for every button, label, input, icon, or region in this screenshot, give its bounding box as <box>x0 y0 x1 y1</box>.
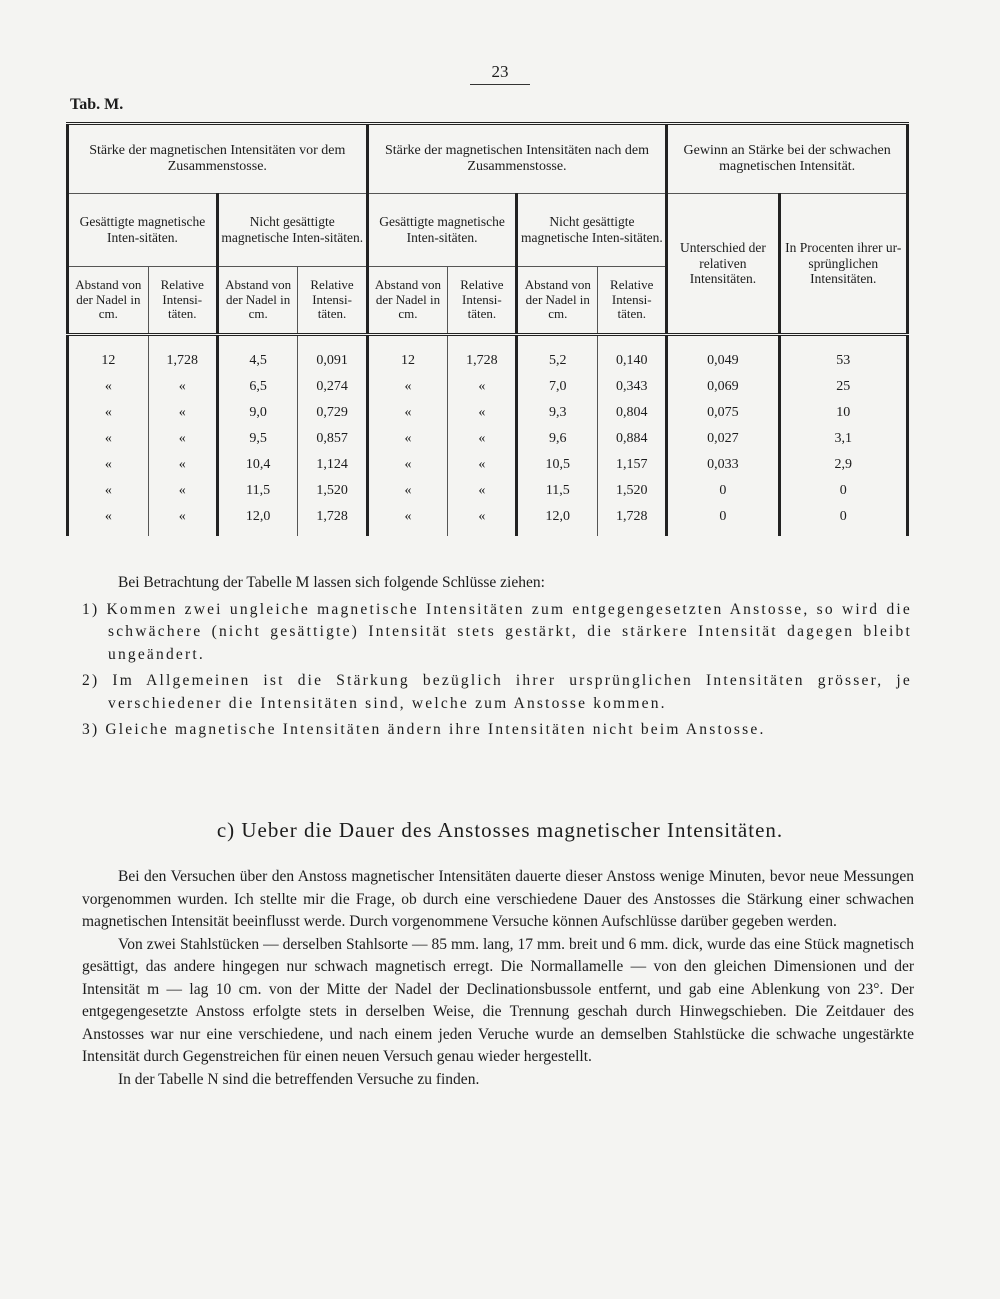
table-row <box>68 478 908 504</box>
table-cell: « <box>448 426 517 452</box>
header-after-unsaturated: Nicht gesättigte magnetische Inten-sitäten. <box>517 194 667 267</box>
table-cell: 0,049 <box>667 335 779 375</box>
table-cell: 0,804 <box>598 400 667 426</box>
table-cell: 7,0 <box>517 374 598 400</box>
table-cell: « <box>367 426 448 452</box>
col-relative: Relative Intensi-täten. <box>598 267 667 335</box>
table-cell: 1,728 <box>598 504 667 536</box>
paragraph: In der Tabelle N sind die betreffenden Versuche zu finden. <box>118 1070 480 1088</box>
header-gain: Gewinn an Stärke bei der schwachen magnetischen Intensität. <box>667 124 908 194</box>
table-cell: 0,069 <box>667 374 779 400</box>
table-cell: 1,157 <box>598 452 667 478</box>
table-cell: 0,274 <box>298 374 367 400</box>
table-row <box>68 374 908 400</box>
table-cell: 9,5 <box>217 426 298 452</box>
table-cell: 12 <box>68 335 149 375</box>
table-cell: 0,027 <box>667 426 779 452</box>
table-cell: « <box>367 504 448 536</box>
conclusion-item: 1) Kommen zwei ungleiche magnetische Intensitäten zum entgegengesetzten Anstosse, so wird die schwächere (nicht gesättigte) Intensität stets gestärkt, die stärkere Intensität dagegen bleibt ungeändert. <box>82 600 912 663</box>
table-cell: « <box>68 452 149 478</box>
table-cell: 10,4 <box>217 452 298 478</box>
table-cell: 9,0 <box>217 400 298 426</box>
data-table <box>66 122 909 536</box>
conclusion-item: 3) Gleiche magnetische Intensitäten ändern ihre Intensitäten nicht beim Anstosse. <box>82 721 766 738</box>
conclusions <box>82 572 912 742</box>
table-cell: « <box>68 478 149 504</box>
header-before-unsaturated: Nicht gesättigte magnetische Inten-sitäten. <box>217 194 367 267</box>
table-cell: « <box>448 452 517 478</box>
table-cell: 0 <box>779 504 907 536</box>
col-distance: Abstand von der Nadel in cm. <box>68 267 149 335</box>
table-cell: 25 <box>779 374 907 400</box>
col-distance: Abstand von der Nadel in cm. <box>517 267 598 335</box>
col-distance: Abstand von der Nadel in cm. <box>367 267 448 335</box>
table-cell: 1,728 <box>148 335 217 375</box>
table-label: Tab. M. <box>70 96 124 113</box>
table-cell: « <box>448 374 517 400</box>
group-header-row <box>68 124 908 194</box>
table-cell: « <box>367 452 448 478</box>
table-body <box>68 335 908 537</box>
table-cell: 0,729 <box>298 400 367 426</box>
table-row <box>68 426 908 452</box>
table-cell: « <box>68 504 149 536</box>
table-cell: 9,6 <box>517 426 598 452</box>
page-number: 23 <box>470 62 530 85</box>
table-row <box>68 400 908 426</box>
table-cell: « <box>367 400 448 426</box>
table-row <box>68 504 908 536</box>
sub-header-row <box>68 194 908 267</box>
table-cell: « <box>148 374 217 400</box>
table-cell: « <box>448 504 517 536</box>
table-cell: 9,3 <box>517 400 598 426</box>
table-cell: 11,5 <box>517 478 598 504</box>
header-before-saturated: Gesättigte magnetische Inten-sitäten. <box>68 194 218 267</box>
header-before: Stärke der magnetischen Intensitäten vor dem Zusammenstosse. <box>68 124 368 194</box>
table-cell: 3,1 <box>779 426 907 452</box>
table-cell: 4,5 <box>217 335 298 375</box>
section-heading: c) Ueber die Dauer des Anstosses magnetischer Intensitäten. <box>216 818 784 842</box>
table-cell: 10 <box>779 400 907 426</box>
table-cell: « <box>68 400 149 426</box>
table-m <box>66 122 909 536</box>
table-cell: 0,075 <box>667 400 779 426</box>
table-cell: 0 <box>667 504 779 536</box>
conclusion-item: 2) Im Allgemeinen ist die Stärkung bezüglich ihrer ursprünglichen Intensitäten grösser, je verschiedener die Intensitäten sind, welche zum Anstosse kommen. <box>82 672 912 712</box>
table-cell: « <box>148 452 217 478</box>
table-cell: 0,140 <box>598 335 667 375</box>
table-cell: 0 <box>779 478 907 504</box>
table-cell: 53 <box>779 335 907 375</box>
table-cell: 0,343 <box>598 374 667 400</box>
table-cell: « <box>448 400 517 426</box>
table-cell: « <box>148 426 217 452</box>
header-after-saturated: Gesättigte magnetische Inten-sitäten. <box>367 194 517 267</box>
table-cell: 1,520 <box>598 478 667 504</box>
header-after: Stärke der magnetischen Intensitäten nach dem Zusammenstosse. <box>367 124 667 194</box>
table-cell: « <box>148 504 217 536</box>
table-cell: 1,124 <box>298 452 367 478</box>
header-difference: Unterschied der relativen Intensitäten. <box>667 194 779 335</box>
table-cell: « <box>367 374 448 400</box>
section-body <box>82 866 914 1091</box>
table-cell: 1,728 <box>298 504 367 536</box>
table-cell: 0,091 <box>298 335 367 375</box>
table-cell: 6,5 <box>217 374 298 400</box>
table-cell: 1,520 <box>298 478 367 504</box>
col-distance: Abstand von der Nadel in cm. <box>217 267 298 335</box>
table-cell: 2,9 <box>779 452 907 478</box>
table-cell: 12,0 <box>517 504 598 536</box>
table-cell: « <box>68 374 149 400</box>
table-cell: 0,884 <box>598 426 667 452</box>
table-cell: « <box>448 478 517 504</box>
table-cell: 11,5 <box>217 478 298 504</box>
table-cell: « <box>367 478 448 504</box>
table-cell: 0,857 <box>298 426 367 452</box>
table-cell: 0 <box>667 478 779 504</box>
table-cell: 12,0 <box>217 504 298 536</box>
table-cell: 10,5 <box>517 452 598 478</box>
paragraph: Von zwei Stahlstücken — derselben Stahlsorte — 85 mm. lang, 17 mm. breit und 6 mm. dick, wurde das eine Stück magnetisch gesättigt, das andere hingegen nur schwach magnetisch erregt. Die Normallamelle — von den gleichen Dimensionen und der Intensität m — lag 10 cm. von der Mitte der Nadel der Declinationsbussole entfernt, und gab eine Ablenkung von 23°. Der entgegengesetzte Anstoss erfolgte stets in derselben Weise, die Trennung geschah durch Hinwegschieben. Die Zeitdauer des Anstosses war nur eine verschiedene, und nach einem jeden Veruche wurde an demselben Stahlstücke die schwache ungestärkte Intensität durch Gegenstreichen für einen neuen Versuch genau wieder hergestellt. <box>82 935 914 1065</box>
table-cell: « <box>148 400 217 426</box>
header-percent: In Procenten ihrer ur-sprünglichen Intensitäten. <box>779 194 907 335</box>
table-row <box>68 452 908 478</box>
table-cell: « <box>148 478 217 504</box>
paragraph: Bei den Versuchen über den Anstoss magnetischer Intensitäten dauerte dieser Anstoss wenige Minuten, bevor neue Messungen vorgenommen wurden. Ich stellte mir die Frage, ob durch eine verschiedene Dauer des Anstosses die Stärkung einer schwachen magnetischen Intensität beeinflusst werde. Durch vorgenommene Versuche können Aufschlüsse darüber gegeben werden. <box>82 868 914 930</box>
conclusions-intro: Bei Betrachtung der Tabelle M lassen sich folgende Schlüsse ziehen: <box>118 574 545 591</box>
table-cell: 0,033 <box>667 452 779 478</box>
table-cell: 12 <box>367 335 448 375</box>
table-cell: 5,2 <box>517 335 598 375</box>
table-cell: « <box>68 426 149 452</box>
table-row <box>68 335 908 375</box>
col-relative: Relative Intensi-täten. <box>448 267 517 335</box>
col-relative: Relative Intensi-täten. <box>148 267 217 335</box>
table-cell: 1,728 <box>448 335 517 375</box>
col-relative: Relative Intensi-täten. <box>298 267 367 335</box>
